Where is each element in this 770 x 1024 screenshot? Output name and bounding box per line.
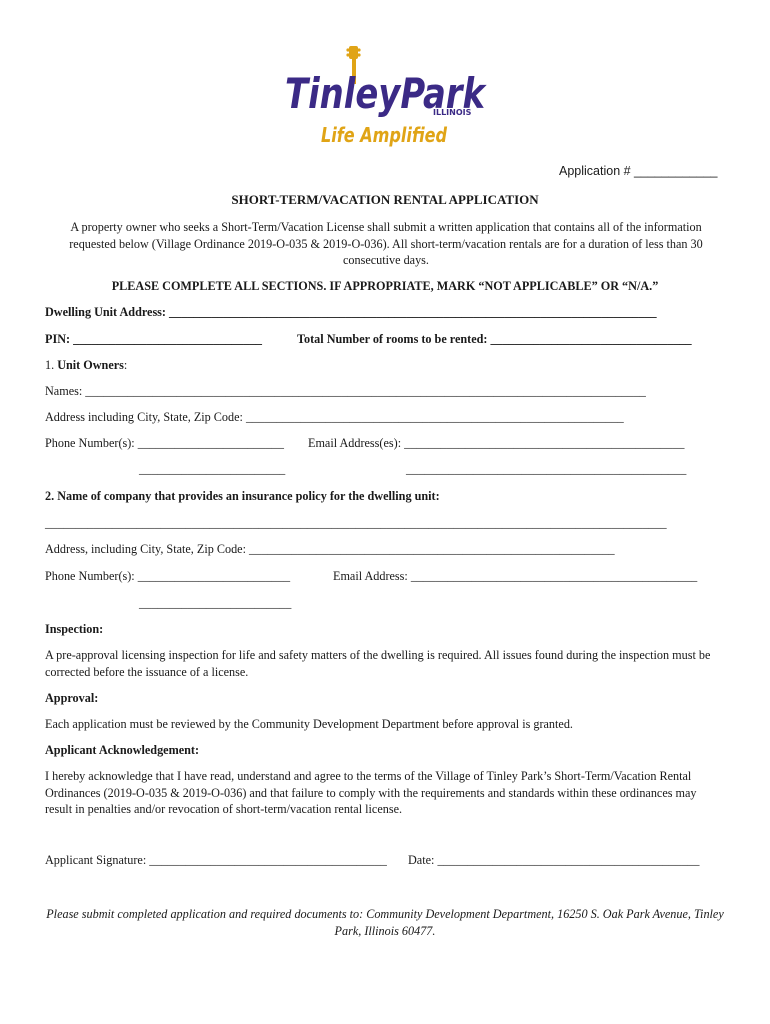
logo-state: ILLINOIS — [433, 108, 472, 117]
signature-date-field[interactable]: Date: ___________________________________________ — [408, 853, 700, 867]
section-1-colon: : — [123, 358, 128, 372]
logo-wordmark: TinleyPark — [285, 69, 488, 118]
insurance-phone-extra-line[interactable]: _________________________ — [139, 596, 292, 610]
owner-email-field[interactable]: Email Address(es): ______________________________________________ — [308, 436, 685, 450]
owner-address-field[interactable]: Address including City, State, Zip Code: ______________________________________________________________ — [45, 410, 624, 424]
owner-names-field[interactable]: Names: ____________________________________________________________________________________________ — [45, 384, 646, 398]
owner-email-extra-line[interactable]: ______________________________________________ — [406, 462, 687, 476]
insurance-email-field[interactable]: Email Address: _______________________________________________ — [333, 569, 698, 583]
section-1-number: 1. — [45, 358, 55, 372]
page-title: SHORT-TERM/VACATION RENTAL APPLICATION — [231, 192, 539, 207]
acknowledgement-heading: Applicant Acknowledgement: — [45, 743, 200, 757]
application-number: Application # ____________ — [559, 164, 718, 178]
tinley-park-logo — [283, 44, 493, 149]
pin-field[interactable]: PIN: _______________________________ — [45, 332, 263, 346]
approval-text: Each application must be reviewed by the Community Development Department before approval is granted. — [45, 717, 573, 731]
logo-tagline: Life Amplified — [321, 123, 448, 147]
dwelling-address-field[interactable]: Dwelling Unit Address: ________________________________________________________________________________ — [45, 305, 657, 319]
intro-paragraph: A property owner who seeks a Short-Term/Vacation License shall submit a written application that contains all of the information requested below (Village Ordinance 2019-O-035 & 2019-O-036). All short-term/vacation rentals are for a duration of less than 30 consecutive days. — [69, 220, 703, 267]
insurance-company-field[interactable]: ______________________________________________________________________________________________________ — [45, 516, 667, 530]
owner-phone-field[interactable]: Phone Number(s): ________________________ — [45, 436, 284, 450]
insurance-phone-field[interactable]: Phone Number(s): _________________________ — [45, 569, 291, 583]
approval-heading: Approval: — [45, 691, 99, 705]
inspection-heading: Inspection: — [45, 622, 104, 636]
section-1-heading — [45, 357, 127, 373]
owner-phone-extra-line[interactable]: ________________________ — [139, 462, 286, 476]
section-2-heading: 2. Name of company that provides an insurance policy for the dwelling unit: — [45, 489, 440, 503]
inspection-text: A pre-approval licensing inspection for life and safety matters of the dwelling is required. All issues found during the inspection must be corrected before the issuance of a license. — [45, 648, 711, 679]
insurance-address-field[interactable]: Address, including City, State, Zip Code: ____________________________________________________________ — [45, 542, 615, 556]
total-rooms-field[interactable]: Total Number of rooms to be rented: _________________________________ — [297, 332, 692, 346]
applicant-signature-field[interactable]: Applicant Signature: _______________________________________ — [45, 853, 387, 867]
submission-footer: Please submit completed application and required documents to: Community Development Department, 16250 S. Oak Park Avenue, Tinley Park, Illinois 60477. — [46, 907, 724, 938]
instruction-text: PLEASE COMPLETE ALL SECTIONS. IF APPROPRIATE, MARK “NOT APPLICABLE” OR “N/A.” — [111, 279, 659, 293]
section-1-title: Unit Owners — [57, 358, 124, 372]
acknowledgement-text: I hereby acknowledge that I have read, understand and agree to the terms of the Village of Tinley Park’s Short-Term/Vacation Rental Ordinances (2019-O-035 & 2019-O-036) and that failure to comply with the requirements and standards within these ordinances may result in penalties and/or revocation of short-term/vacation rental license. — [45, 769, 697, 816]
